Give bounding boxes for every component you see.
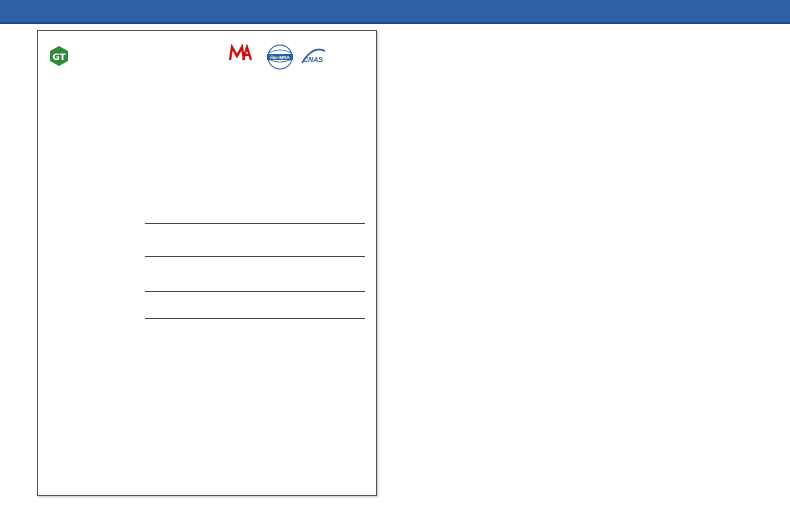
gmicro-logo-icon xyxy=(48,45,70,67)
ilac-mra-logo-icon xyxy=(264,43,296,71)
svg-text:GT: GT xyxy=(52,53,66,63)
letterhead xyxy=(38,31,376,79)
svg-text:CNAS: CNAS xyxy=(303,57,323,64)
cma-mark-icon xyxy=(227,44,253,62)
cnas-logo-icon xyxy=(298,43,328,69)
svg-text:ilac-MRA: ilac-MRA xyxy=(270,54,290,60)
top-banner-stripe xyxy=(0,22,790,24)
report-cover-page xyxy=(37,30,377,496)
top-banner xyxy=(0,0,790,22)
